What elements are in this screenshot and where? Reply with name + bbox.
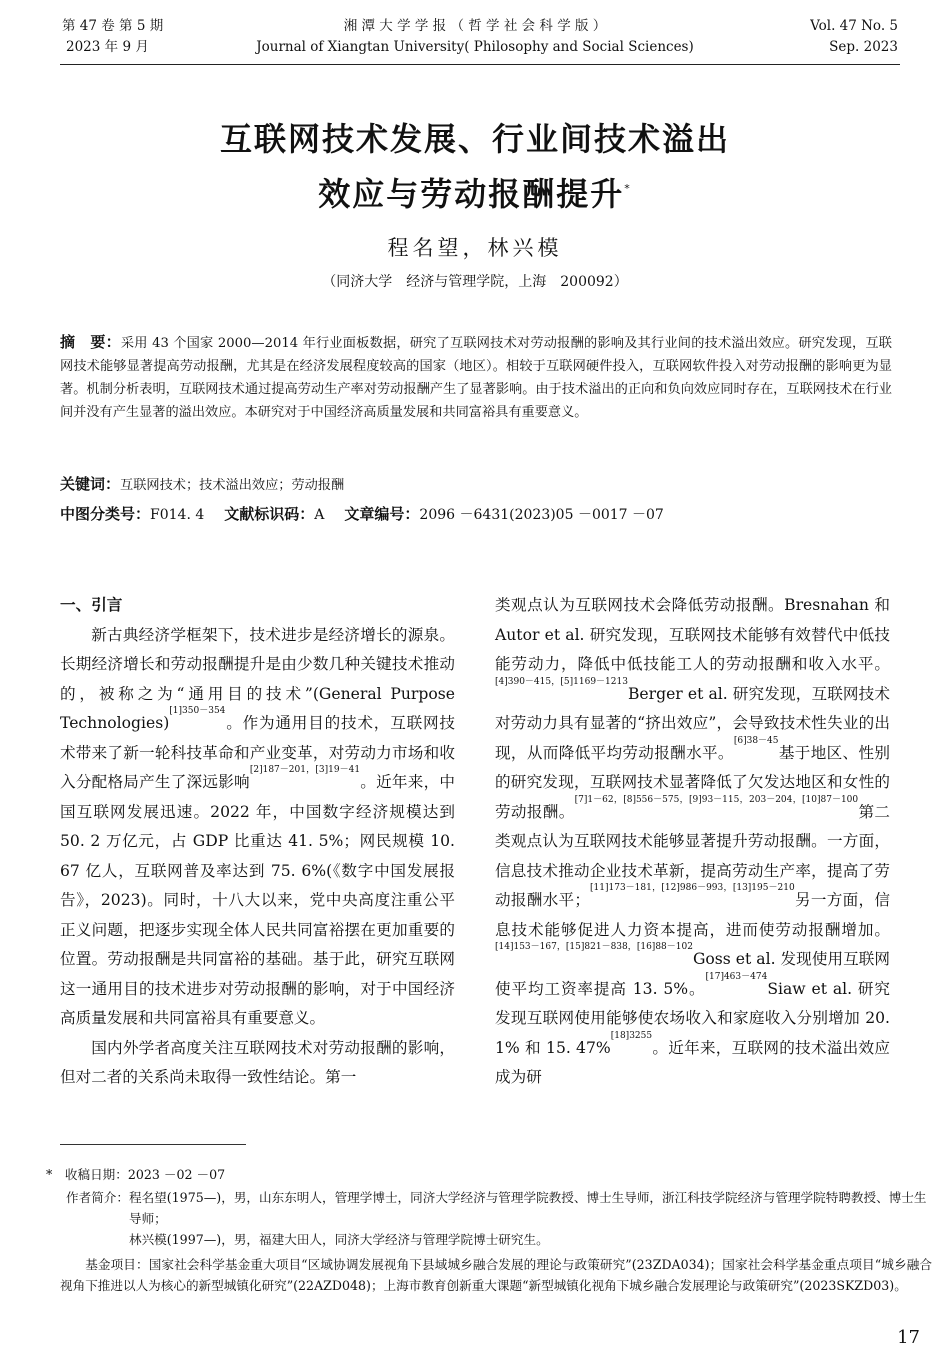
abstract-text: 采用 43 个国家 2000—2014 年行业面板数据，研究了互联网技术对劳动报酬的影响及其行业间的技术溢出效应。研究发现，互联网技术能够显著提高劳动报酬，尤其是在经济发展程度较高的国家（地区）。相较于互联网硬件投入，互联网软件投入对劳动报酬的影响更为显著。机制分析表明，互联网技术通过提高劳动生产率对劳动报酬产生了显著影响。由于技术溢出的正向和负向效应同时存在，互联网技术在行业间并没有产生显著的溢出效应。本研究对于中国经济高质量发展和共同富裕具有重要意义。 (60, 336, 892, 420)
paragraph: 新古典经济学框架下，技术进步是经济增长的源泉。长期经济增长和劳动报酬提升是由少数几种关键技术推动的，被称之为“通用目的技术”(General Purpose Technologies)$^{[1]350-354}$。作为通用目的技术，互联网技术带来了新一轮科技革命和产业变革，对劳动力市场和收入分配格局产生了深远影响$^{[2]187-201,[3]19-41}$。近年来，中国互联网发展迅速。2022 年，中国数字经济规模达到 50. 2 万亿元，占 GDP 比重达 41. 5%；网民规模 10. 67 亿人，互联网普及率达到 75. 6%(《数字中国发展报告》，2023)。同时，十八大以来，党中央高度注重公平正义问题，把逐步实现全体人民共同富裕摆在更加重要的位置。劳动报酬是共同富裕的基础。基于此，研究互联网这一通用目的技术进步对劳动报酬的影响，对于中国经济高质量发展和共同富裕具有重要意义。 (60, 625, 455, 1027)
title-line-2: 效应与劳动报酬提升* (318, 175, 632, 213)
running-header-right (810, 16, 898, 58)
footnote-divider (60, 1144, 246, 1145)
doc-code-label: 文献标识码： (224, 505, 315, 523)
paragraph: 类观点认为互联网技术会降低劳动报酬。Bresnahan 和 Autor et al. 研究发现，互联网技术能够有效替代中低技能劳动力，降低中低技能工人的劳动报酬和收入水平。$^{[4]390-415,[5]1169-1213}$Berger et al. 研究发现，互联网技术对劳动力具有显著的“挤出效应”，会导致技术性失业的出现，从而降低平均劳动报酬水平。$^{[6]38-45}$基于地区、性别的研究发现，互联网技术显著降低了欠发达地区和女性的劳动报酬。$^{[7]1-62,[8]556-575,[9]93-115,203-204,[10]87-100}$第二类观点认为互联网技术能够显著提升劳动报酬。一方面，信息技术推动企业技术革新，提高劳动生产率，提高了劳动报酬水平；$^{[11]173-181,[12]986-993,[13]195-210}$另一方面，信息技术能够促进人力资本提高，进而使劳动报酬增加。$^{[14]153-167,[15]821-838,[16]88-102}$Goss et al. 发现使用互联网使平均工资率提高 13. 5%。$^{[17]463-474}$Siaw et al. 研究发现互联网使用能够使农场收入和家庭收入分别增加 20. 1% 和 15. 47%$^{[18]3255}$。近年来，互联网的技术溢出效应成为研 (495, 596, 890, 1086)
author-names: 程名望，林兴模 (387, 236, 563, 260)
journal-name-cn: 湘 潭 大 学 学 报 （ 哲 学 社 会 科 学 版 ） (343, 18, 607, 34)
title-line-1: 互联网技术发展、行业间技术溢出 (219, 120, 730, 158)
citation-ref[interactable]: [14]153－167，[15]821－838，[16]88－102 (495, 942, 693, 952)
footnote-received: * 收稿日期：2023 －02 －07 (46, 1167, 226, 1182)
body-column-left (60, 591, 455, 1093)
citation-ref[interactable]: [1]350－354 (169, 706, 226, 716)
keywords-label: 关键词： (60, 475, 121, 493)
author-affiliation: （同济大学 经济与管理学院，上海 200092） (322, 274, 628, 290)
journal-name-en: Journal of Xiangtan University( Philosophy and Social Sciences) (256, 39, 694, 55)
issue-label: 第 47 卷 第 5 期 (62, 18, 164, 34)
citation-ref[interactable]: [11]173－181，[12]986－993，[13]195－210 (590, 883, 795, 893)
doc-code-value: A (314, 507, 325, 523)
clc-value: F014. 4 (150, 507, 205, 523)
volume-label: Vol. 47 No. 5 (810, 18, 898, 34)
article-title (0, 112, 950, 222)
body-column-right (495, 591, 890, 1093)
classification-line (60, 503, 664, 524)
author-info-2: 林兴模(1997—)，男，福建大田人，同济大学经济与管理学院博士研究生。 (128, 1232, 549, 1247)
citation-ref[interactable]: [4]390－415，[5]1169－1213 (495, 676, 628, 687)
footnote-author-info (66, 1187, 932, 1250)
section-heading: 一、引言 (60, 596, 123, 614)
running-header-left (62, 16, 163, 58)
running-header-center (200, 16, 750, 58)
article-number-value: 2096 －6431(2023)05 －0017 －07 (419, 507, 664, 523)
paragraph: 国内外学者高度关注互联网技术对劳动报酬的影响，但对二者的关系尚未取得一致性结论。第一 (60, 1038, 455, 1086)
keywords (60, 473, 344, 494)
title-footnote-mark[interactable]: * (624, 182, 632, 195)
page-number: 17 (897, 1327, 920, 1348)
article-number-label: 文章编号： (344, 505, 420, 523)
abstract-label: 摘 要： (60, 333, 121, 351)
header-divider (60, 64, 900, 65)
clc-label: 中图分类号： (60, 505, 151, 523)
author-info-1: 程名望(1975—)，男，山东东明人，管理学博士，同济大学经济与管理学院教授、博士生导师，浙江科技学院经济与管理学院特聘教授、博士生导师； (128, 1190, 927, 1226)
footnote-funding: 基金项目：国家社会科学基金重大项目“区域协调发展视角下县域城乡融合发展的理论与政策研究”(23ZDA034)；国家社会科学基金重点项目“城乡融合视角下推进以人为核心的新型城镇化研究”(22AZD048)；上海市教育创新重大课题“新型城镇化视角下城乡融合发展理论与政策研究”(2023SKZD03)。 (60, 1257, 932, 1293)
abstract (60, 331, 892, 424)
citation-ref[interactable]: [2]187－201，[3]19－41 (249, 765, 361, 775)
issue-date: 2023 年 9 月 (66, 39, 149, 55)
author-info-label: 作者简介： (66, 1190, 129, 1205)
volume-date: Sep. 2023 (829, 39, 898, 55)
citation-ref[interactable]: [17]463－474 (705, 971, 768, 982)
keywords-text: 互联网技术；技术溢出效应；劳动报酬 (120, 478, 345, 493)
citation-ref[interactable]: [7]1－62，[8]556－575，[9]93－115，203－204，[10]87－100 (574, 794, 859, 805)
citation-ref[interactable]: [6]38－45 (733, 735, 779, 746)
citation-ref[interactable]: [18]3255 (610, 1030, 653, 1041)
